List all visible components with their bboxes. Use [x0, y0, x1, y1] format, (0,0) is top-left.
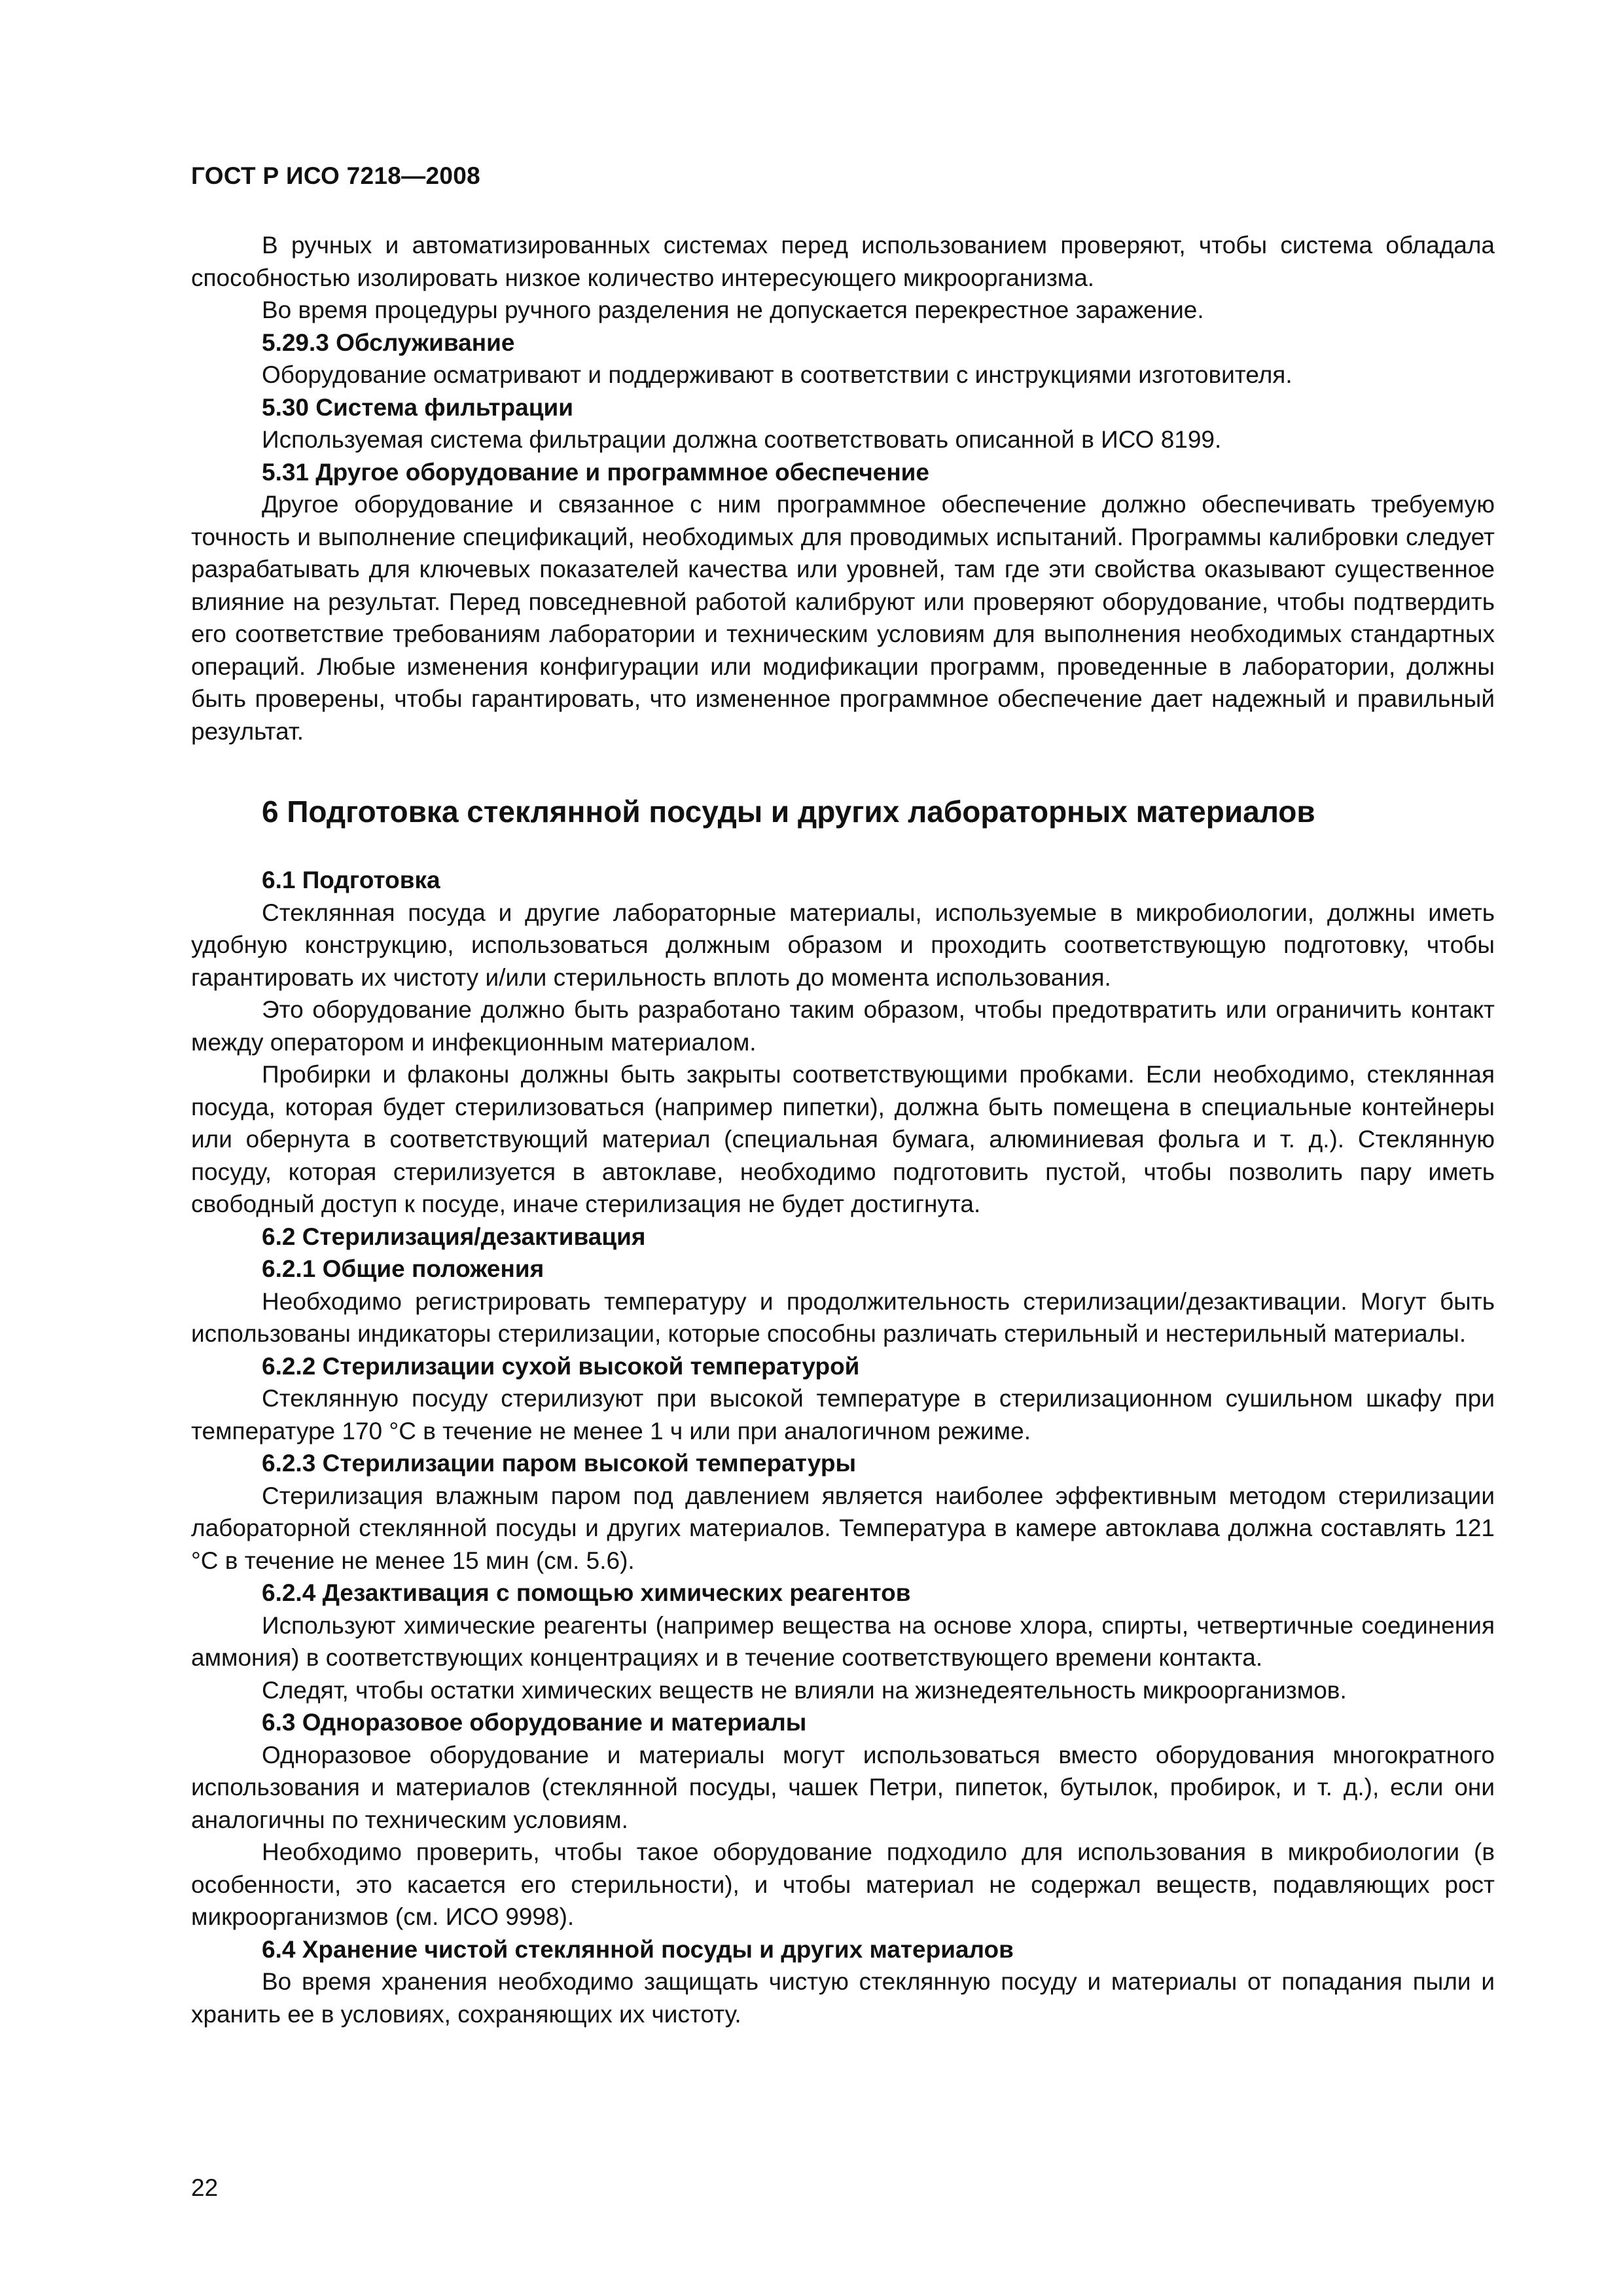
paragraph: Во время процедуры ручного разделения не допускается перекрестное заражение.: [262, 296, 1204, 323]
paragraph: Одноразовое оборудование и материалы могут использоваться вместо оборудования многократного использования и материалов (стеклянной посуды, чашек Петри, пипеток, бутылок, пробирок, и т. д.), если они аналогичны по техническим условиям.: [191, 1741, 1495, 1833]
paragraph: Используемая система фильтрации должна соответствовать описанной в ИСО 8199.: [262, 426, 1222, 453]
paragraph: Стерилизация влажным паром под давлением является наиболее эффективным методом стерилизации лабораторной стеклянной посуды и других материалов. Температура в камере автоклава должна составлять 121 °С в течение не менее 15 мин (см. 5.6).: [191, 1482, 1495, 1574]
section-heading: 5.29.3 Обслуживание: [262, 329, 515, 356]
paragraph: Пробирки и флаконы должны быть закрыты соответствующими пробками. Если необходимо, стеклянная посуда, которая будет стерилизоваться (например пипетки), должна быть помещена в специальные контейнеры или обернута в соответствующий материал (специальная бумага, алюминиевая фольга и т. д.). Стеклянную посуду, которая стерилизуется в автоклаве, необходимо подготовить пустой, чтобы позволить пару иметь свободный доступ к посуде, иначе стерилизация не будет достигнута.: [191, 1061, 1495, 1217]
paragraph: Другое оборудование и связанное с ним программное обеспечение должно обеспечивать требуемую точность и выполнение спецификаций, необходимых для проводимых испытаний. Программы калибровки следует разрабатывать для ключевых показателей качества или уровней, там где эти свойства оказывают существенное влияние на результат. Перед повседневной работой калибруют или проверяют оборудование, чтобы подтвердить его соответствие требованиям лаборатории и техническим условиям для выполнения необходимых стандартных операций. Любые изменения конфигурации или модификации программ, проведенные в лаборатории, должны быть проверены, чтобы гарантировать, что измененное программное обеспечение дает надежный и правильный результат.: [191, 491, 1495, 745]
paragraph: Необходимо проверить, чтобы такое оборудование подходило для использования в микробиологии (в особенности, это касается его стерильности), и чтобы материал не содержал веществ, подавляющих рост микроорганизмов (см. ИСО 9998).: [191, 1839, 1495, 1930]
paragraph: Во время хранения необходимо защищать чистую стеклянную посуду и материалы от попадания пыли и хранить ее в условиях, сохраняющих их чистоту.: [191, 1968, 1495, 2028]
section-heading: 6.2.1 Общие положения: [262, 1255, 544, 1282]
section-heading: 5.31 Другое оборудование и программное обеспечение: [262, 458, 929, 486]
section-heading: 6.1 Подготовка: [262, 867, 440, 893]
section-heading: 6.2 Стерилизация/дезактивация: [262, 1223, 646, 1250]
paragraph: Следят, чтобы остатки химических веществ не влияли на жизнедеятельность микроорганизмов.: [262, 1676, 1347, 1704]
paragraph: В ручных и автоматизированных системах перед использованием проверяют, чтобы система обладала способностью изолировать низкое количество интересующего микроорганизма.: [191, 232, 1495, 291]
paragraph: Стеклянную посуду стерилизуют при высокой температуре в стерилизационном сушильном шкафу при температуре 170 °С в течение не менее 1 ч или при аналогичном режиме.: [191, 1385, 1495, 1444]
document-header: ГОСТ Р ИСО 7218—2008: [191, 162, 480, 189]
paragraph: Оборудование осматривают и поддерживают в соответствии с инструкциями изготовителя.: [262, 361, 1293, 388]
section-heading: 6.4 Хранение чистой стеклянной посуды и других материалов: [262, 1935, 1014, 1963]
section-heading: 6.2.3 Стерилизации паром высокой температуры: [262, 1450, 857, 1477]
page-number: 22: [191, 2174, 219, 2201]
section-heading: 6.3 Одноразовое оборудование и материалы: [262, 1709, 807, 1736]
section-heading: 6.2.4 Дезактивация с помощью химических реагентов: [262, 1579, 911, 1606]
section-heading: 5.30 Система фильтрации: [262, 393, 573, 421]
section-heading: 6.2.2 Стерилизации сухой высокой температурой: [262, 1352, 860, 1380]
paragraph: Это оборудование должно быть разработано таким образом, чтобы предотвратить или ограничить контакт между оператором и инфекционным материалом.: [191, 996, 1495, 1056]
paragraph: Стеклянная посуда и другие лабораторные материалы, используемые в микробиологии, должны иметь удобную конструкцию, использоваться должным образом и проходить соответствующую подготовку, чтобы гарантировать их чистоту и/или стерильность вплоть до момента использования.: [191, 899, 1495, 991]
chapter-heading: 6 Подготовка стеклянной посуды и других лабораторных материалов: [262, 795, 1315, 829]
paragraph: Используют химические реагенты (например вещества на основе хлора, спирты, четвертичные соединения аммония) в соответствующих концентрациях и в течение соответствующего времени контакта.: [191, 1611, 1495, 1671]
document-body: [191, 229, 1495, 2030]
paragraph: Необходимо регистрировать температуру и продолжительность стерилизации/дезактивации. Могут быть использованы индикаторы стерилизации, которые способны различать стерильный и нестерильный материалы.: [191, 1287, 1495, 1347]
